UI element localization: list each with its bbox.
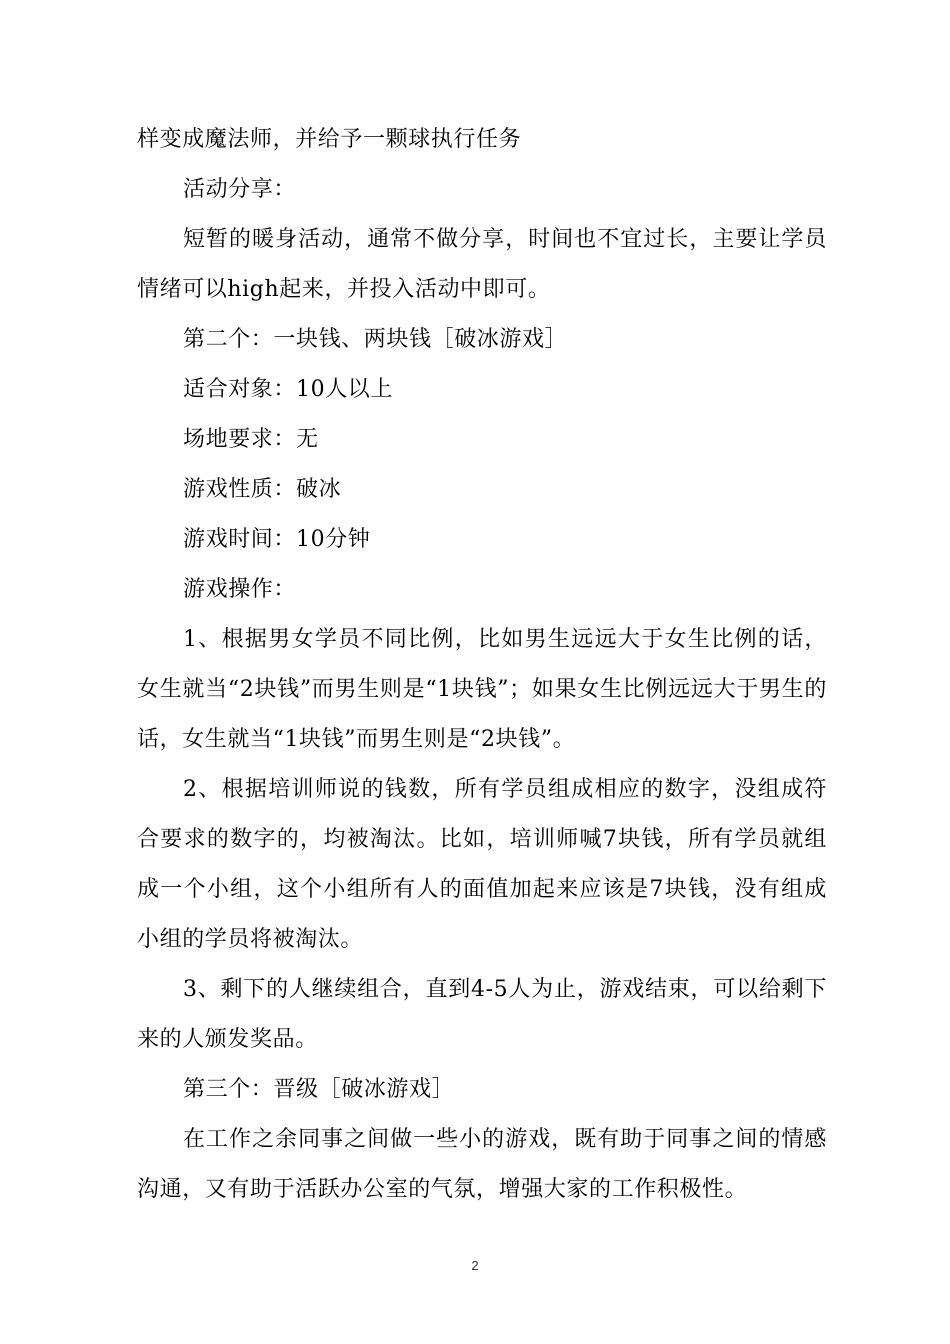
paragraph-game-three-intro: 在工作之余同事之间做一些小的游戏，既有助于同事之间的情感沟通，又有助于活跃办公室的气氛，增强大家的工作积极性。 — [137, 1127, 827, 1202]
paragraph-sharing-note: 短暂的暖身活动，通常不做分享，时间也不宜过长，主要让学员情绪可以high起来，并投入活动中即可。 — [137, 227, 827, 302]
page-number: 2 — [471, 1258, 479, 1273]
heading-game-operation: 游戏操作： — [183, 577, 297, 602]
paragraph-continuation: 样变成魔法师，并给予一颗球执行任务 — [137, 127, 522, 152]
heading-activity-sharing: 活动分享： — [183, 177, 297, 202]
step-three: 3、剩下的人继续组合，直到4-5人为止，游戏结束，可以给剩下来的人颁发奖品。 — [137, 977, 827, 1052]
field-target-audience: 适合对象：10人以上 — [183, 377, 393, 402]
document-body — [137, 115, 827, 1215]
heading-game-two: 第二个：一块钱、两块钱［破冰游戏］ — [183, 327, 568, 352]
heading-game-three: 第三个：晋级［破冰游戏］ — [183, 1077, 455, 1102]
step-one: 1、根据男女学员不同比例，比如男生远远大于女生比例的话，女生就当“2块钱”而男生则是“1块钱”；如果女生比例远远大于男生的话，女生就当“1块钱”而男生则是“2块钱”。 — [137, 627, 827, 752]
field-game-time: 游戏时间：10分钟 — [183, 527, 371, 552]
field-venue-requirement: 场地要求：无 — [183, 427, 319, 452]
step-two: 2、根据培训师说的钱数，所有学员组成相应的数字，没组成符合要求的数字的，均被淘汰。比如，培训师喊7块钱，所有学员就组成一个小组，这个小组所有人的面值加起来应该是7块钱，没有组成小组的学员将被淘汰。 — [137, 777, 827, 952]
field-game-nature: 游戏性质：破冰 — [183, 477, 342, 502]
